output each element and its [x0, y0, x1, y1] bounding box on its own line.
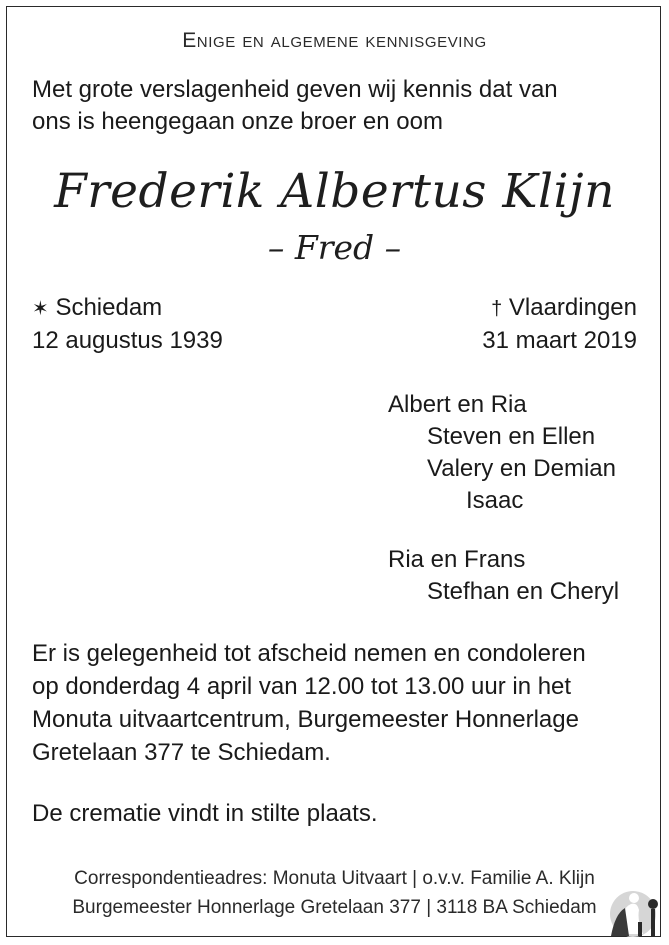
death-place: Vlaardingen [508, 294, 637, 321]
family-parents: Albert en Ria [388, 391, 527, 418]
intro-line-2: ons is heengegaan onze broer en oom [32, 108, 443, 135]
family-child: Stefhan en Cheryl [427, 578, 620, 605]
family-group-1 [388, 389, 616, 517]
condolence-line-3: Monuta uitvaartcentrum, Burgemeester Honnerlage [32, 706, 579, 733]
birth-star-icon: ✶ [32, 298, 49, 320]
birth-info [32, 292, 223, 357]
condolence-line-2: op donderdag 4 april van 12.00 tot 13.00 uur in het [32, 673, 572, 700]
family-group-2 [388, 544, 619, 608]
correspondence-line-1: Correspondentieadres: Monuta Uitvaart | o.v.v. Familie A. Klijn [74, 868, 595, 889]
birth-place: Schiedam [55, 294, 163, 321]
condolence-line-4: Gretelaan 377 te Schiedam. [32, 739, 331, 766]
deceased-full-name: Frederik Albertus Klijn [54, 164, 615, 219]
family-child: Valery en Demian [427, 455, 616, 482]
intro-text [32, 74, 558, 138]
birth-date: 12 augustus 1939 [32, 327, 223, 354]
announcement-heading: Enige en algemene kennisgeving [182, 29, 487, 52]
death-info [482, 292, 637, 357]
condolence-info [32, 637, 586, 769]
family-grandchild: Isaac [466, 487, 524, 514]
death-cross-icon: † [491, 298, 503, 320]
deceased-nickname: – Fred – [267, 228, 402, 267]
condolence-line-1: Er is gelegenheid tot afscheid nemen en condoleren [32, 640, 586, 667]
correspondence-address [0, 864, 669, 922]
family-child: Steven en Ellen [427, 423, 596, 450]
cremation-note: De crematie vindt in stilte plaats. [32, 800, 378, 827]
memorial-figure-icon [607, 884, 661, 938]
intro-line-1: Met grote verslagenheid geven wij kennis dat van [32, 76, 558, 103]
correspondence-line-2: Burgemeester Honnerlage Gretelaan 377 | 3118 BA Schiedam [72, 897, 597, 918]
family-parents: Ria en Frans [388, 546, 526, 573]
death-date: 31 maart 2019 [482, 327, 637, 354]
